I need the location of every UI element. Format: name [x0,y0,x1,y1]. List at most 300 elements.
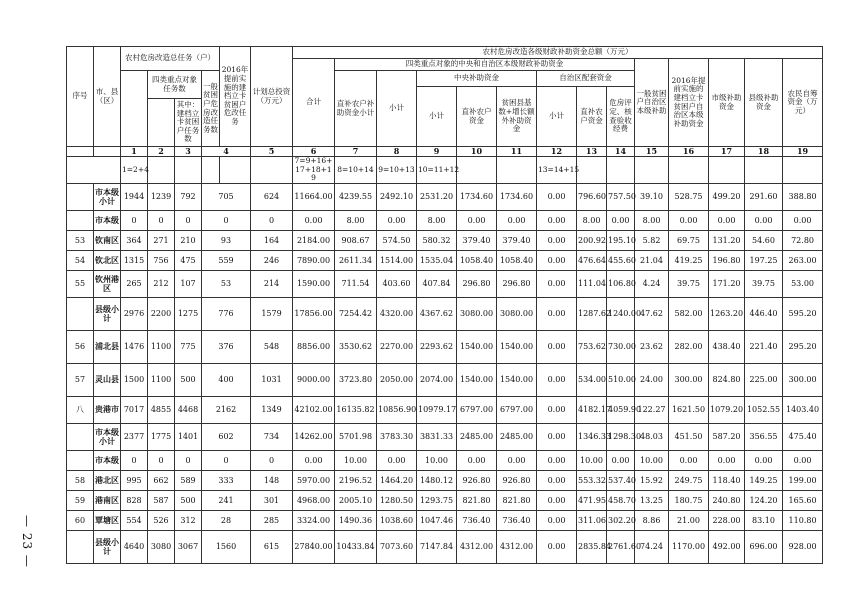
cell-col-17: 824.80 [709,364,745,397]
cell-col-7: 10.00 [335,451,377,471]
cell-col-6: 8856.00 [293,331,335,364]
cell-col-17: 131.20 [709,231,745,251]
colnum-17: 17 [709,147,745,157]
cell-col-1: 1476 [121,331,148,364]
cell-col-9: 7147.84 [417,531,457,564]
cell-col-2: 662 [148,471,175,491]
cell-col-4: 93 [202,231,251,251]
cell-col-1: 4640 [121,531,148,564]
cell-col-12: 0.00 [537,231,577,251]
cell-col-10: 3080.00 [457,298,497,331]
cell-col-14: 458.70 [607,491,635,511]
cell-col-6: 3324.00 [293,511,335,531]
table-row [67,271,823,298]
cell-col-16: 582.00 [669,298,709,331]
colnum-18: 18 [745,147,783,157]
cell-col-9: 3831.33 [417,424,457,451]
page-number: — 23 — [20,515,34,568]
cell-col-18: 197.25 [745,251,783,271]
row-seq [67,451,94,471]
cell-col-19: 199.00 [783,471,823,491]
colnum-region [94,147,121,157]
row-seq: 55 [67,271,94,298]
header-general-poor: 一般贫困户危房改造任务数 [202,71,220,147]
cell-col-4: 28 [202,511,251,531]
cell-col-13: 200.92 [577,231,607,251]
cell-col-3: 500 [175,364,202,397]
cell-col-1: 7017 [121,397,148,424]
cell-col-7: 711.54 [335,271,377,298]
colnum-7: 7 [335,147,377,157]
cell-col-3: 1275 [175,298,202,331]
cell-col-8: 2270.00 [377,331,417,364]
table-row [67,471,823,491]
header-region-direct: 直补农户资金 [577,87,607,147]
cell-col-4: 241 [202,491,251,511]
cell-col-18: 83.10 [745,511,783,531]
cell-col-6: 4968.00 [293,491,335,511]
table-row [67,331,823,364]
cell-col-15: 122.27 [635,397,669,424]
row-seq: 53 [67,231,94,251]
colnum-16: 16 [669,147,709,157]
cell-col-16: 21.00 [669,511,709,531]
table-row [67,397,823,424]
cell-col-18: 225.00 [745,364,783,397]
cell-col-14: 0.00 [607,211,635,231]
cell-col-4: 53 [202,271,251,298]
cell-col-13: 753.62 [577,331,607,364]
cell-col-18: 149.25 [745,471,783,491]
cell-col-13: 476.64 [577,251,607,271]
cell-col-19: 0.00 [783,211,823,231]
cell-col-17: 0.00 [709,211,745,231]
cell-col-7: 908.67 [335,231,377,251]
cell-col-6: 9000.00 [293,364,335,397]
cell-col-13: 553.32 [577,471,607,491]
cell-col-11: 3080.00 [497,298,537,331]
cell-col-12: 0.00 [537,211,577,231]
header-col1-total [121,71,148,147]
cell-col-13: 10.00 [577,451,607,471]
cell-col-9: 407.84 [417,271,457,298]
cell-col-13: 8.00 [577,211,607,231]
cell-col-3: 792 [175,184,202,211]
cell-col-7: 1490.36 [335,511,377,531]
cell-col-18: 446.40 [745,298,783,331]
cell-col-14: 1298.30 [607,424,635,451]
cell-col-4: 400 [202,364,251,397]
cell-col-5: 285 [251,511,293,531]
colnum-8: 8 [377,147,417,157]
cell-col-18: 124.20 [745,491,783,511]
formula-c8: 8=10+14 [335,157,377,184]
cell-col-2: 2200 [148,298,175,331]
cell-col-7: 3723.80 [335,364,377,397]
cell-col-7: 10433.84 [335,531,377,564]
cell-col-17: 587.20 [709,424,745,451]
cell-col-12: 0.00 [537,451,577,471]
cell-col-9: 1293.75 [417,491,457,511]
cell-col-19: 295.20 [783,331,823,364]
cell-col-14: 195.10 [607,231,635,251]
cell-col-9: 1480.12 [417,471,457,491]
cell-col-16: 282.00 [669,331,709,364]
row-region-name: 港北区 [94,471,121,491]
cell-col-12: 0.00 [537,331,577,364]
cell-col-15: 39.10 [635,184,669,211]
cell-col-17: 1079.20 [709,397,745,424]
cell-col-11: 0.00 [497,451,537,471]
formula-c13: 13=14+15 [537,157,577,184]
colnum-5: 5 [251,147,293,157]
cell-col-1: 2377 [121,424,148,451]
cell-col-16: 1170.00 [669,531,709,564]
colnum-12: 12 [537,147,577,157]
cell-col-15: 13.25 [635,491,669,511]
cell-col-19: 595.20 [783,298,823,331]
cell-col-2: 0 [148,211,175,231]
cell-col-11: 4312.00 [497,531,537,564]
cell-col-4: 333 [202,471,251,491]
cell-col-5: 1031 [251,364,293,397]
header-region-match: 自治区配套资金 [537,71,635,87]
cell-col-17: 1263.20 [709,298,745,331]
row-seq: 60 [67,511,94,531]
cell-col-19: 388.80 [783,184,823,211]
cell-col-15: 21.04 [635,251,669,271]
colnum-14: 14 [607,147,635,157]
cell-col-11: 379.40 [497,231,537,251]
cell-col-15: 10.00 [635,451,669,471]
formula-c9: 9=10+13 [377,157,417,184]
cell-col-19: 1403.40 [783,397,823,424]
row-seq [67,531,94,564]
cell-col-11: 296.80 [497,271,537,298]
cell-col-7: 3530.62 [335,331,377,364]
cell-col-13: 1346.33 [577,424,607,451]
cell-col-6: 0.00 [293,451,335,471]
cell-col-5: 624 [251,184,293,211]
cell-col-19: 110.80 [783,511,823,531]
formula-c1: 1=2+4 [121,157,148,184]
cell-col-19: 72.80 [783,231,823,251]
cell-col-14: 0.00 [607,451,635,471]
row-region-name: 钦北区 [94,251,121,271]
cell-col-10: 4312.00 [457,531,497,564]
cell-col-1: 265 [121,271,148,298]
cell-col-11: 821.80 [497,491,537,511]
header-four-types: 四类重点对象任务数 [148,71,202,99]
cell-col-14: 730.00 [607,331,635,364]
colnum-3: 3 [175,147,202,157]
table-row [67,491,823,511]
cell-col-12: 0.00 [537,364,577,397]
colnum-15: 15 [635,147,669,157]
header-poor-county: 贫困县基数+增长额外补助资金 [497,87,537,147]
cell-col-6: 42102.00 [293,397,335,424]
colnum-6: 6 [293,147,335,157]
cell-col-5: 164 [251,231,293,251]
cell-col-3: 107 [175,271,202,298]
cell-col-5: 148 [251,471,293,491]
header-2016-tasks: 2016年提前实施的建档立卡贫困户危改任务 [220,47,251,147]
cell-col-9: 10.00 [417,451,457,471]
cell-col-3: 312 [175,511,202,531]
cell-col-6: 17856.00 [293,298,335,331]
cell-col-2: 4855 [148,397,175,424]
row-region-name: 贵港市 [94,397,121,424]
row-region-name: 市本级 [94,451,121,471]
cell-col-15: 47.62 [635,298,669,331]
cell-col-8: 0.00 [377,211,417,231]
cell-col-17: 240.80 [709,491,745,511]
cell-col-1: 828 [121,491,148,511]
row-region-name: 县级小计 [94,298,121,331]
cell-col-4: 776 [202,298,251,331]
table-row [67,424,823,451]
cell-col-16: 0.00 [669,211,709,231]
cell-col-10: 736.40 [457,511,497,531]
table-row [67,184,823,211]
cell-col-16: 0.00 [669,451,709,471]
cell-col-1: 554 [121,511,148,531]
cell-col-11: 2485.00 [497,424,537,451]
header-region-subtotal: 小计 [537,87,577,147]
cell-col-4: 0 [202,451,251,471]
formula-c7: 7=9+16+17+18+19 [293,157,335,184]
cell-col-2: 587 [148,491,175,511]
cell-col-3: 775 [175,331,202,364]
row-seq: 57 [67,364,94,397]
cell-col-19: 928.00 [783,531,823,564]
cell-col-8: 10856.90 [377,397,417,424]
cell-col-2: 1100 [148,364,175,397]
cell-col-17: 228.00 [709,511,745,531]
row-region-name: 灵山县 [94,364,121,397]
cell-col-8: 2050.00 [377,364,417,397]
cell-col-2: 1775 [148,424,175,451]
cell-col-7: 2611.34 [335,251,377,271]
cell-col-3: 500 [175,491,202,511]
cell-col-7: 16135.82 [335,397,377,424]
header-total-tasks: 农村危房改造总任务（户） [121,47,220,71]
cell-col-5: 301 [251,491,293,511]
cell-col-18: 221.40 [745,331,783,364]
header-total: 合计 [293,59,335,147]
cell-col-6: 1590.00 [293,271,335,298]
cell-col-7: 8.00 [335,211,377,231]
cell-col-3: 4468 [175,397,202,424]
table-row [67,231,823,251]
cell-col-18: 356.55 [745,424,783,451]
cell-col-12: 0.00 [537,397,577,424]
row-region-name: 覃塘区 [94,511,121,531]
cell-col-8: 403.60 [377,271,417,298]
cell-col-4: 559 [202,251,251,271]
cell-col-11: 6797.00 [497,397,537,424]
cell-col-7: 4239.55 [335,184,377,211]
header-filed-poor: 其中：建档立卡贫困户任务数 [175,99,202,147]
cell-col-12: 0.00 [537,184,577,211]
cell-col-3: 3067 [175,531,202,564]
cell-col-6: 5970.00 [293,471,335,491]
cell-col-16: 39.75 [669,271,709,298]
table-row [67,298,823,331]
cell-col-4: 0 [202,211,251,231]
cell-col-13: 2835.84 [577,531,607,564]
cell-col-12: 0.00 [537,491,577,511]
cell-col-2: 3080 [148,531,175,564]
colnum-11: 11 [497,147,537,157]
row-region-name: 市本级 [94,211,121,231]
cell-col-15: 8.00 [635,211,669,231]
cell-col-16: 180.75 [669,491,709,511]
cell-col-8: 1280.50 [377,491,417,511]
cell-col-8: 1514.00 [377,251,417,271]
cell-col-19: 263.00 [783,251,823,271]
cell-col-18: 291.60 [745,184,783,211]
column-number-row [67,147,823,157]
cell-col-14: 4059.90 [607,397,635,424]
cell-col-6: 27840.00 [293,531,335,564]
cell-col-8: 1464.20 [377,471,417,491]
cell-col-15: 5.82 [635,231,669,251]
formula-row [67,157,823,184]
cell-col-15: 8.86 [635,511,669,531]
cell-col-3: 475 [175,251,202,271]
cell-col-14: 1240.00 [607,298,635,331]
cell-col-12: 0.00 [537,471,577,491]
cell-col-12: 0.00 [537,271,577,298]
colnum-seq [67,147,94,157]
cell-col-8: 1038.60 [377,511,417,531]
cell-col-9: 2293.62 [417,331,457,364]
cell-col-8: 2492.10 [377,184,417,211]
cell-col-15: 4.24 [635,271,669,298]
cell-col-2: 0 [148,451,175,471]
cell-col-6: 7890.00 [293,251,335,271]
table-row [67,251,823,271]
colnum-19: 19 [783,147,823,157]
cell-col-11: 736.40 [497,511,537,531]
cell-col-14: 510.00 [607,364,635,397]
cell-col-2: 1239 [148,184,175,211]
table-row [67,511,823,531]
row-seq: 59 [67,491,94,511]
cell-col-12: 0.00 [537,511,577,531]
cell-col-2: 271 [148,231,175,251]
cell-col-16: 451.50 [669,424,709,451]
cell-col-1: 995 [121,471,148,491]
cell-col-14: 2761.60 [607,531,635,564]
cell-col-8: 0.00 [377,451,417,471]
row-region-name: 市本级小计 [94,424,121,451]
header-plan-invest: 计划总投资（万元） [251,47,293,147]
header-seq: 序号 [67,47,94,147]
cell-col-11: 1540.00 [497,364,537,397]
row-region-name: 港南区 [94,491,121,511]
cell-col-10: 379.40 [457,231,497,251]
table-row [67,211,823,231]
cell-col-6: 0.00 [293,211,335,231]
cell-col-13: 111.04 [577,271,607,298]
cell-col-11: 1058.40 [497,251,537,271]
cell-col-15: 48.03 [635,424,669,451]
cell-col-5: 548 [251,331,293,364]
cell-col-13: 1287.62 [577,298,607,331]
header-region: 市、县（区） [94,47,121,147]
row-seq [67,211,94,231]
cell-col-10: 1058.40 [457,251,497,271]
header-general-region: 一般贫困户自治区本级补助 [635,59,669,147]
cell-col-2: 756 [148,251,175,271]
cell-col-5: 246 [251,251,293,271]
cell-col-17: 118.40 [709,471,745,491]
row-region-name: 钦州港区 [94,271,121,298]
cell-col-19: 53.00 [783,271,823,298]
cell-col-5: 615 [251,531,293,564]
cell-col-18: 0.00 [745,451,783,471]
cell-col-13: 534.00 [577,364,607,397]
table-row [67,531,823,564]
header-subtotal: 小计 [377,71,417,147]
row-region-name: 市本级小计 [94,184,121,211]
cell-col-6: 14262.00 [293,424,335,451]
header-2016-region: 2016年提前实施的建档立卡贫困户自治区本级补助资金 [669,59,709,147]
cell-col-4: 376 [202,331,251,364]
row-region-name: 浦北县 [94,331,121,364]
cell-col-13: 796.60 [577,184,607,211]
cell-col-5: 214 [251,271,293,298]
cell-col-19: 0.00 [783,451,823,471]
table-row [67,451,823,471]
cell-col-2: 1100 [148,331,175,364]
cell-col-15: 24.00 [635,364,669,397]
header-central-direct: 直补农户资金 [457,87,497,147]
cell-col-6: 2184.00 [293,231,335,251]
cell-col-5: 0 [251,451,293,471]
cell-col-12: 0.00 [537,531,577,564]
colnum-13: 13 [577,147,607,157]
cell-col-10: 6797.00 [457,397,497,424]
cell-col-11: 926.80 [497,471,537,491]
cell-col-7: 5701.98 [335,424,377,451]
cell-col-16: 1621.50 [669,397,709,424]
colnum-1: 1 [121,147,148,157]
row-seq [67,424,94,451]
cell-col-10: 821.80 [457,491,497,511]
cell-col-11: 1540.00 [497,331,537,364]
cell-col-18: 39.75 [745,271,783,298]
cell-col-8: 574.50 [377,231,417,251]
cell-col-11: 1734.60 [497,184,537,211]
cell-col-17: 171.20 [709,271,745,298]
row-seq: 八 [67,397,94,424]
cell-col-15: 74.24 [635,531,669,564]
cell-col-18: 1052.55 [745,397,783,424]
cell-col-9: 580.32 [417,231,457,251]
colnum-10: 10 [457,147,497,157]
cell-col-17: 438.40 [709,331,745,364]
cell-col-9: 8.00 [417,211,457,231]
cell-col-3: 0 [175,211,202,231]
cell-col-16: 249.75 [669,471,709,491]
cell-col-5: 1579 [251,298,293,331]
cell-col-8: 4320.00 [377,298,417,331]
cell-col-8: 7073.60 [377,531,417,564]
cell-col-4: 2162 [202,397,251,424]
